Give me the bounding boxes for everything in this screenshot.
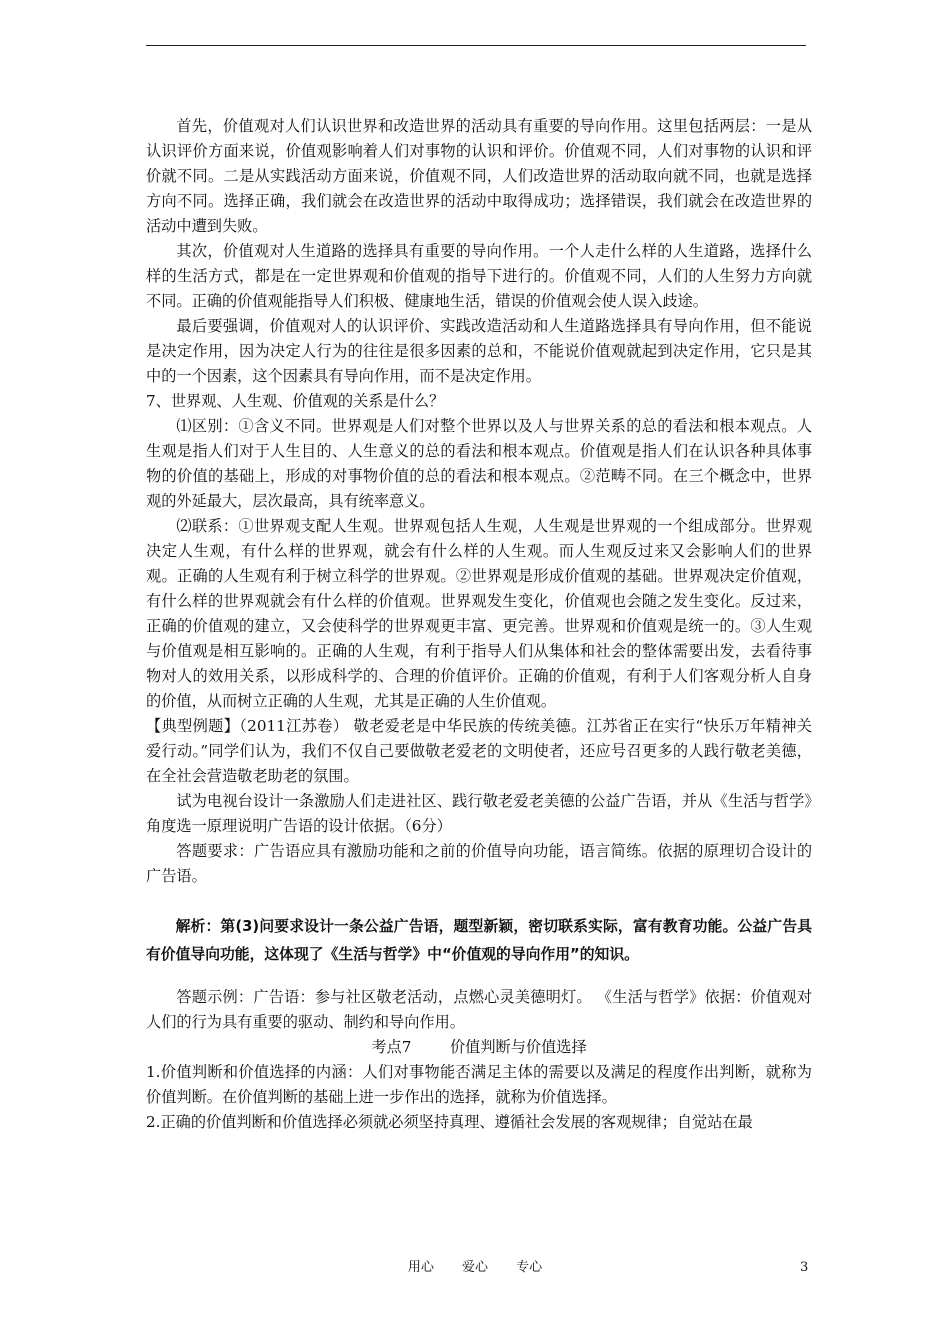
section-title: 考点7 价值判断与价值选择 xyxy=(371,1038,587,1056)
example-question: 【典型例题】（2011江苏卷） 敬老爱老是中华民族的传统美德。江苏省正在实行“快乐万年精神关爱行动。”同学们认为，我们不仅自己要做敬老爱老的文明使者，还应号召更多的人践行敬老美德，在全社会营造敬老助老的氛围。 xyxy=(146,717,812,785)
page-number: 3 xyxy=(800,1260,809,1275)
page-footer xyxy=(0,1258,950,1278)
paragraph-difference: ⑴区别：①含义不同。世界观是人们对整个世界以及人与世界关系的总的看法和根本观点。人生观是指人们对于人生目的、人生意义的总的看法和根本观点。价值观是指人们在认识各种具体事物的价值的基础上，形成的对事物价值的总的看法和根本观点。②范畴不同。在三个概念中，世界观的外延最大，层次最高，具有统率意义。 xyxy=(146,417,812,510)
point-1: 1.价值判断和价值选择的内涵：人们对事物能否满足主体的需要以及满足的程度作出判断，就称为价值判断。在价值判断的基础上进一步作出的选择，就称为价值选择。 xyxy=(146,1063,812,1106)
header-rule xyxy=(146,45,806,46)
analysis-paragraph: 解析：第(3)问要求设计一条公益广告语，题型新颖，密切联系实际，富有教育功能。公益广告具有价值导向功能，这体现了《生活与哲学》中“价值观的导向作用”的知识。 xyxy=(146,918,812,963)
paragraph-value-guidance-1: 首先，价值观对人们认识世界和改造世界的活动具有重要的导向作用。这里包括两层：一是从认识评价方面来说，价值观影响着人们对事物的认识和评价。价值观不同，人们对事物的认识和评价就不同。二是从实践活动方面来说，价值观不同，人们改造世界的活动取向就不同，也就是选择方向不同。选择正确，我们就会在改造世界的活动中取得成功；选择错误，我们就会在改造世界的活动中遭到失败。 xyxy=(146,117,812,235)
answer-requirements: 答题要求：广告语应具有激励功能和之前的价值导向功能，语言简练。依据的原理切合设计的广告语。 xyxy=(146,842,812,885)
paragraph-value-guidance-3: 最后要强调，价值观对人的认识评价、实践改造活动和人生道路选择具有导向作用，但不能说是决定作用，因为决定人行为的往往是很多因素的总和，不能说价值观就起到决定作用，它只是其中的一个因素，这个因素具有导向作用，而不是决定作用。 xyxy=(146,317,812,385)
paragraph-value-guidance-2: 其次，价值观对人生道路的选择具有重要的导向作用。一个人走什么样的人生道路，选择什么样的生活方式，都是在一定世界观和价值观的指导下进行的。价值观不同，人们的人生努力方向就不同。正确的价值观能指导人们积极、健康地生活，错误的价值观会使人误入歧途。 xyxy=(146,242,812,310)
answer-example: 答题示例：广告语：参与社区敬老活动，点燃心灵美德明灯。 《生活与哲学》依据：价值观对人们的行为具有重要的驱动、制约和导向作用。 xyxy=(146,988,812,1031)
example-task: 试为电视台设计一条激励人们走进社区、践行敬老爱老美德的公益广告语，并从《生活与哲学》角度选一原理说明广告语的设计依据。（6分） xyxy=(146,792,812,835)
question-heading: 7、世界观、人生观、价值观的关系是什么？ xyxy=(146,392,445,410)
document-body xyxy=(146,114,812,1135)
paragraph-connection: ⑵联系：①世界观支配人生观。世界观包括人生观，人生观是世界观的一个组成部分。世界观决定人生观，有什么样的世界观，就会有什么样的人生观。而人生观反过来又会影响人们的世界观。正确的人生观有利于树立科学的世界观。②世界观是形成价值观的基础。世界观决定价值观，有什么样的世界观就会有什么样的价值观。世界观发生变化，价值观也会随之发生变化。反过来，正确的价值观的建立，又会使科学的世界观更丰富、更完善。世界观和价值观是统一的。③人生观与价值观是相互影响的。正确的人生观，有利于指导人们从集体和社会的整体需要出发，去看待事物对人的效用关系，以形成科学的、合理的价值评价。正确的价值观，有利于人们客观分析人自身的价值，从而树立正确的人生观，尤其是正确的人生价值观。 xyxy=(146,517,812,710)
point-2: 2.正确的价值判断和价值选择必须就必须坚持真理、遵循社会发展的客观规律；自觉站在最 xyxy=(146,1113,753,1131)
footer-motto: 用心 爱心 专心 xyxy=(407,1260,543,1275)
